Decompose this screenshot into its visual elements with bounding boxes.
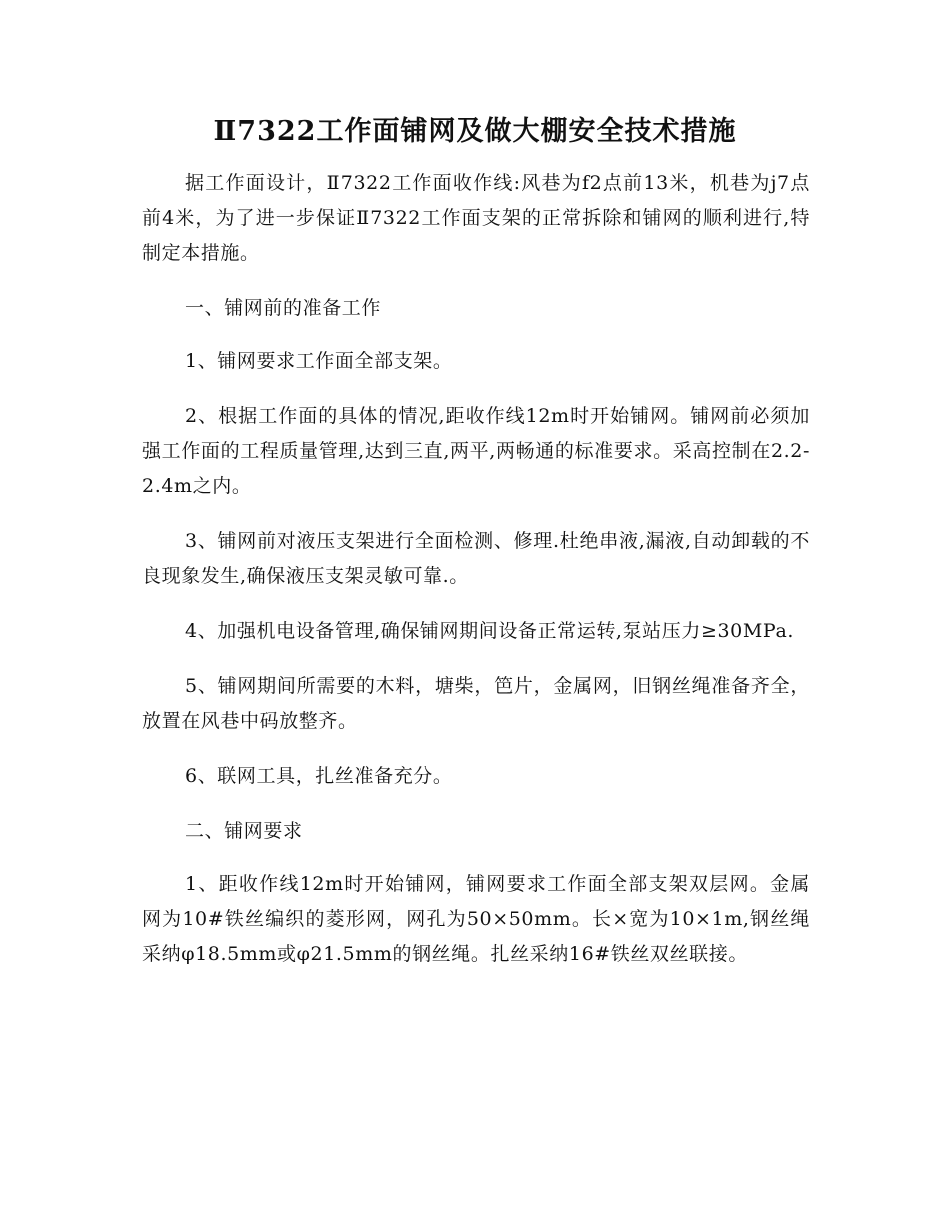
section-heading-preparation: 一、铺网前的准备工作	[185, 297, 382, 319]
intro-paragraph: 据工作面设计，Ⅱ7322工作面收作线:风巷为f2点前13米，机巷为j7点前4米，为了进一步保证Ⅱ7322工作面支架的正常拆除和铺网的顺利进行,特制定本措施。	[142, 172, 810, 264]
preparation-item-4: 4、加强机电设备管理,确保铺网期间设备正常运转,泵站压力≥30MPa.	[185, 620, 795, 642]
preparation-item-1: 1、铺网要求工作面全部支架。	[185, 350, 453, 372]
preparation-item-5: 5、铺网期间所需要的木料，塘柴，笆片，金属网，旧钢丝绳准备齐全，放置在风巷中码放整齐。	[142, 675, 810, 732]
section-heading-requirements: 二、铺网要求	[185, 820, 303, 842]
document-body	[142, 166, 810, 992]
preparation-item-2: 2、根据工作面的具体的情况,距收作线12m时开始铺网。铺网前必须加强工作面的工程质量管理,达到三直,两平,两畅通的标准要求。采高控制在2.2-2.4m之内。	[142, 405, 810, 497]
preparation-item-6: 6、联网工具，扎丝准备充分。	[185, 765, 453, 787]
requirements-item-1: 1、距收作线12m时开始铺网，铺网要求工作面全部支架双层网。金属网为10#铁丝编织的菱形网，网孔为50×50mm。长×宽为10×1m,钢丝绳采纳φ18.5mm或φ21.5mm的钢丝绳。扎丝采纳16#铁丝双丝联接。	[142, 873, 810, 965]
document-title: Ⅱ7322工作面铺网及做大棚安全技术措施	[213, 116, 737, 147]
preparation-item-3: 3、铺网前对液压支架进行全面检测、修理.杜绝串液,漏液,自动卸载的不良现象发生,确保液压支架灵敏可靠.。	[142, 530, 810, 587]
